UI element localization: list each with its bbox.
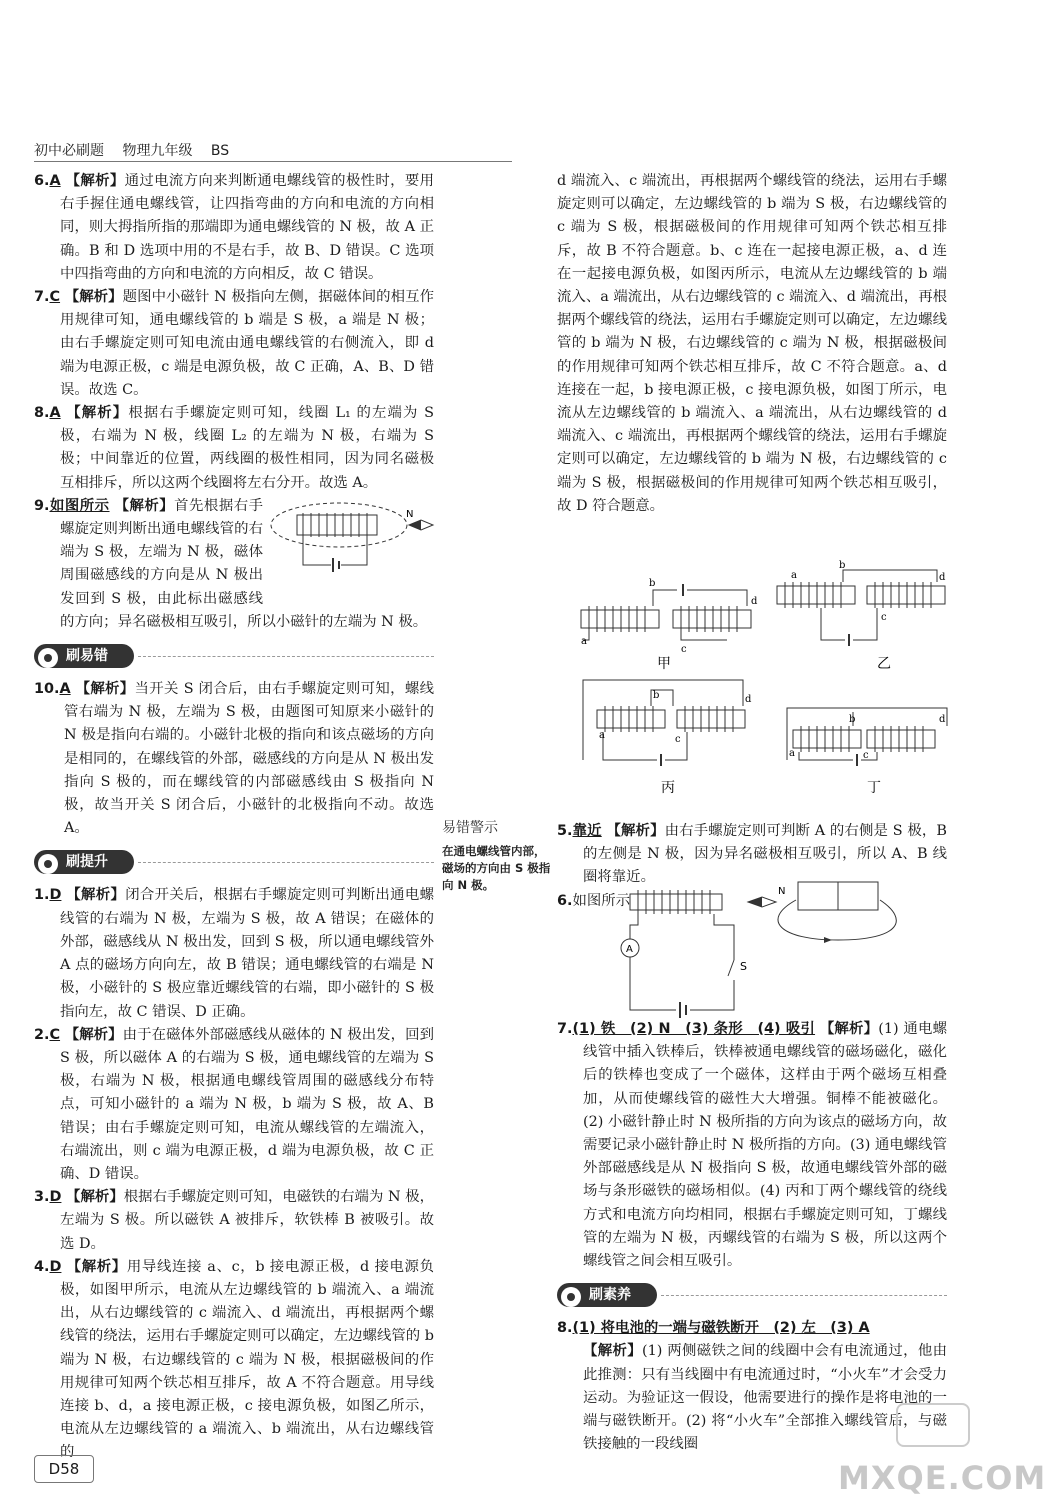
section-literacy: 刷素养 [557,1281,947,1311]
answer-6-right: 6.如图所示 [557,892,631,909]
answer-6: 6.A 【解析】通过电流方向来判断通电螺线管的极性时，要用右手握住通电螺线管，让四指弯曲的方向和电流的方向相同，则大拇指所指的那端即为通电螺线管的 N 极，故 A 正确。B 和 D 选项中用的不是右手，故 B、D 错误。C 选项中四指弯曲的方向和电流的方向相反，故 C 错误。 [34,173,434,282]
answer-5: 5.靠近 【解析】由右手螺旋定则可判断 A 的右侧是 S 极，B 的左侧是 N 极，因为异名磁极相互吸引，所以 A、B 线圈将靠近。 [557,823,947,886]
figure-yi [777,570,945,646]
yi-label-b: b [839,560,846,571]
warning-title: 易错警示 [442,820,498,836]
bing-label-c: c [675,734,681,745]
right-column-q7 [557,1018,947,1456]
watermark-logo [896,1403,970,1447]
section-icon [561,1287,581,1307]
running-header [34,140,243,160]
jia-label-a: a [581,636,587,647]
answer-up-2: 2.C 【解析】由于在磁体外部磁感线从磁体的 N 极出发，回到 S 极，所以磁体 A 的右端为 S 极，通电螺线管的左端为 S 极，右端为 N 极，根据通电螺线管周围的磁感线分布特点，可知小磁针的 a 端为 N 极，b 端为 S 极，故 A、B 错误；由右手螺旋定则可知，电流从螺线管的左端流入，右端流出，则 c 端为电源正极，d 端为电源负极，故 C 正确、D 错误。 [34,1026,434,1182]
answer-7: 7.C 【解析】题图中小磁针 N 极指向左侧，据磁体间的相互作用规律可知，通电螺线管的 b 端是 S 极，a 端是 N 极；由右手螺旋定则可知电流由通电螺线管的右侧流入，即 d 端为电源正极，c 端是电源负极，故 C 正确，A、B、D 错误。故选 C。 [34,289,434,398]
yi-label-a: a [791,570,797,581]
jia-label-b: b [649,578,656,589]
solenoid-figures-4 [577,560,957,800]
answer-4-continued: d 端流入、c 端流出，再根据两个螺线管的绕法，运用右手螺旋定则可以确定，左边螺线管的 b 端为 S 极，右边螺线管的 c 端为 S 极，根据磁极间的作用规律可知两个铁芯相互排斥，故 B 不符合题意。b、c 连在一起接电源正极，a、d 连在一起接电源负极，如图丙所示，电流从左边螺线管的 b 端流入、a 端流出，从右边螺线管的 c 端流入、d 端流出，再根据两个螺线管的绕法，运用右手螺旋定则可以确定，左边螺线管的 b 端为 N 极，右边螺线管的 c 端为 N 极，根据磁极间的作用规律可知两个铁芯相互排斥，故 C 不符合题意。a、d 连接在一起，b 接电源正极，c 接电源负极，如图丁所示，电流从左边螺线管的 b 端流入、a 端流出，从右边螺线管的 d 端流入、c 端流出，再根据两个螺线管的绕法，运用右手螺旋定则可以确定，左边螺线管的 b 端为 N 极，右边螺线管的 c 端为 S 极，根据磁极间的作用规律可知两个铁芯相互吸引，故 D 符合题意。 [557,173,947,514]
page-number: D58 [34,1455,94,1483]
watermark-text: MXQE.COM [838,1459,1046,1497]
ding-label-c: c [863,750,869,761]
answer-7-right: 7.(1) 铁 (2) N (3) 条形 (4) 吸引 【解析】(1) 通电螺线管中插入铁棒后，铁棒被通电螺线管的磁场磁化，磁化后的铁棒也变成了一个磁体，这样由于两个磁场互相叠加，从而使螺线管的磁性大大增强。铜棒不能被磁化。(2) 小磁针静止时 N 极所指的方向为该点的磁场方向，故需要记录小磁针静止时 N 极所指的方向。(3) 通电螺线管外部磁感线是从 N 极指向 S 极，故通电螺线管外部的磁场与条形磁铁的磁场相似。(4) 丙和丁两个螺线管的绕线方式和电流方向均相同，根据右手螺旋定则可知，丁螺线管的左端为 N 极，丙螺线管的右端为 S 极，所以这两个螺线管之间会相互吸引。 [557,1021,947,1270]
jia-label-c: c [681,644,687,655]
jia-label-d: d [751,596,758,607]
fig-jia-caption: 甲 [657,656,671,672]
bing-label-a: a [599,730,605,741]
section-icon [38,648,58,668]
answer-up-4: 4.D 【解析】用导线连接 a、c，b 接电源正极，d 接电源负极，如图甲所示，电流从左边螺线管的 b 端流入、a 端流出，从右边螺线管的 c 端流入、d 端流出，再根据两个螺线管的绕法，运用右手螺旋定则可以确定，左边螺线管的 b 端为 N 极，右边螺线管的 c 端为 N 极，根据磁极间的作用规律可知两个铁芯相互排斥，故 A 不符合题意。用导线连接 b、d，a 接电源正极，c 接电源负极，如图乙所示，电流从左边螺线管的 a 端流入、b 端流出，从右边螺线管的 [34,1258,434,1461]
answer-up-3: 3.D 【解析】根据右手螺旋定则可知，电磁铁的右端为 N 极，左端为 S 极。所以磁铁 A 被排斥，软铁棒 B 被吸引。故选 D。 [34,1189,434,1252]
ding-label-b: b [849,714,856,725]
answer-8-right: 8.(1) 将电池的一端与磁铁断开 (2) 左 (3) A 【解析】(1) 两侧磁铁之间的线圈中会有电流通过，他由此推测：只有当线圈中有电流通过时，“小火车”才会受力运动。为验证这一假设，他需要进行的操作是将电池的一端与磁铁断开。(2) 将“小火车”全部推入螺线管后，与磁铁接触的一段线圈 [557,1320,947,1453]
q6-north-label: N [778,886,786,897]
ding-label-d: d [939,714,946,725]
yi-label-d: d [939,572,946,583]
section-easy-mistakes: 刷易错 [34,642,434,672]
bing-label-d: d [745,694,752,705]
solenoid-figure-q9 [269,495,434,605]
mistake-warning-note [442,817,552,894]
header-edition: BS [210,143,230,159]
fig-ding-caption: 丁 [867,780,881,796]
ding-label-a: a [789,748,795,759]
section-improve: 刷提升 [34,848,434,878]
left-column [34,170,434,1465]
ammeter-label: A [626,944,633,955]
figure-jia [581,584,751,640]
switch-label: S [740,960,747,973]
answer-9: N 9.如图所示 【解析】首先根据右手螺旋定则判断出通电螺线管的右端为 S 极，左端为 N 极，磁体周围磁感线的方向是从 N 极出发回到 S 极，由此标出磁感线的方向；异名磁极相互吸引，所以小磁针的左端为 N 极。 [34,495,434,634]
q9-north-label: N [406,508,414,520]
circuit-figure-q6 [610,880,910,1030]
yi-label-c: c [881,612,887,623]
fig-yi-caption: 乙 [877,656,891,672]
fig-bing-caption: 丙 [661,780,675,796]
section-icon [38,854,58,874]
warning-body: 在通电螺线管内部，磁场的方向由 S 极指向 N 极。 [442,844,551,892]
header-subject: 物理九年级 [122,143,193,159]
right-column-top [557,170,947,518]
answer-10: 10.A 【解析】当开关 S 闭合后，由右手螺旋定则可知，螺线管右端为 N 极，左端为 S 极，由题图可知原来小磁针的 N 极是指向右端的。小磁针北极的指向和该点磁场的方向是相同的，在螺线管的外部，磁感线的方向是从 N 极出发指向 S 极的，而在螺线管的内部磁感线由 S 极指向 N 极，故当开关 S 闭合后，小磁针的北极指向不动。故选 A。 [34,681,434,837]
header-book: 初中必刷题 [34,143,104,159]
answer-8: 8.A 【解析】根据右手螺旋定则可知，线圈 L₁ 的左端为 S 极，右端为 N 极，线圈 L₂ 的左端为 N 极，右端为 S 极；中间靠近的位置，两线圈的极性相同，因为同名磁极互相排斥，所以这两个线圈将左右分开。故选 A。 [34,405,434,491]
bing-label-b: b [653,690,660,701]
figure-bing [583,680,745,766]
header-rule [34,161,512,162]
answer-up-1: 1.D 【解析】闭合开关后，根据右手螺旋定则可判断出通电螺线管的右端为 N 极，左端为 S 极，故 A 错误；在磁体的外部，磁感线从 N 极出发，回到 S 极，所以通电螺线管外 A 点的磁场方向向左，故 B 错误；通电螺线管的右端是 N 极，小磁针的 S 极应靠近螺线管的右端，即小磁针的 S 极指向左，故 C 错误、D 正确。 [34,887,434,1020]
